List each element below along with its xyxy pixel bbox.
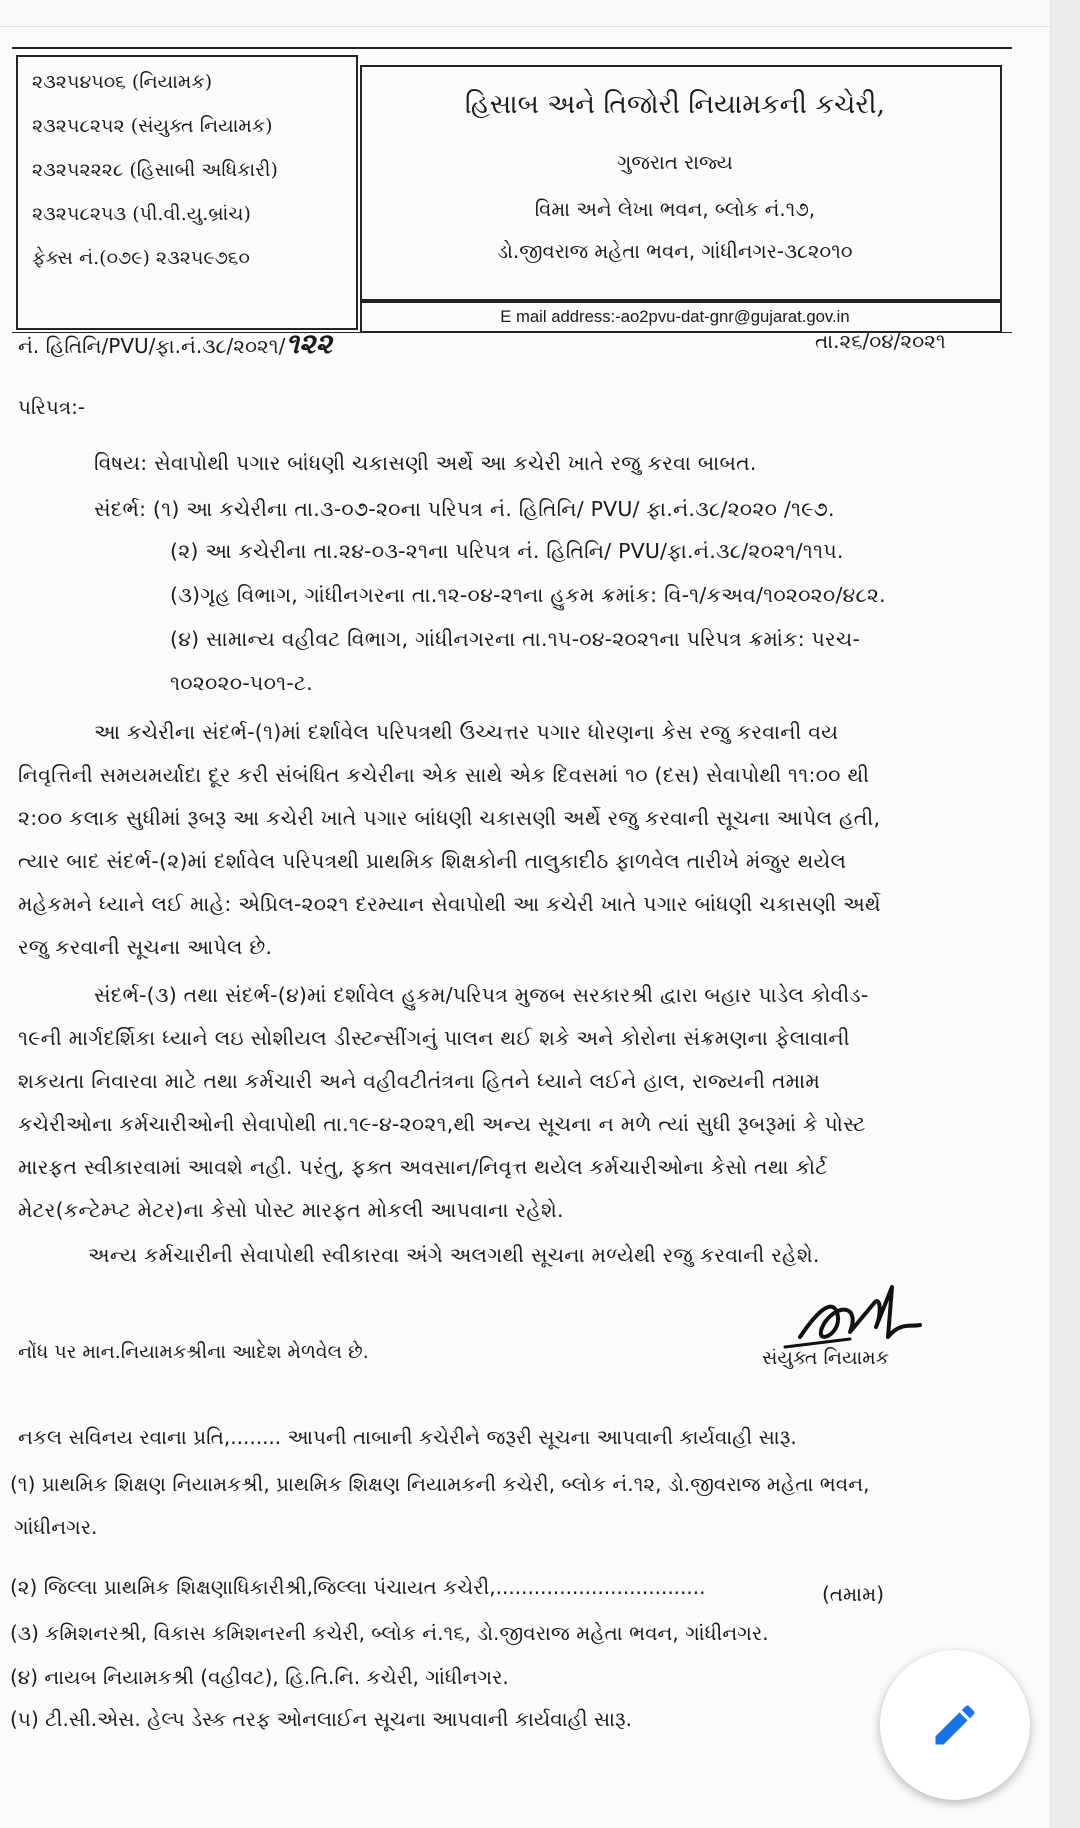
phone-line: ૨૩૨૫૮૨૫૨ (સંયુક્ત નિયામક) — [32, 115, 273, 137]
phone-line: ૨૩૨૫૮૨૫૩ (પી.વી.યુ.બ્રાંચ) — [32, 203, 251, 225]
phone-line: ૨૩૨૫૪૫૦૬ (નિયામક) — [32, 71, 213, 93]
reference-number — [18, 327, 332, 361]
reference-date: તા.૨૬/૦૪/૨૦૨૧ — [815, 329, 946, 353]
office-address-line: ડો.જીવરાજ મહેતા ભવન, ગાંધીનગર-૩૮૨૦૧૦ — [497, 239, 853, 263]
viewer-top-bar — [0, 0, 1050, 27]
reference-item: (૨) આ કચેરીના તા.૨૪-૦૩-૨૧ના પરિપત્ર નં. હિતિનિ/ PVU/ફા.નં.૩૮/૨૦૨૧/૧૧૫. — [170, 539, 844, 563]
body-line: કચેરીઓના કર્મચારીઓની સેવાપોથી તા.૧૯-૪-૨૦૨૧,થી અન્ય સૂચના ન મળે ત્યાં સુધી રૂબરૂમાં કે પોસ્ટ — [18, 1112, 866, 1136]
office-address-box — [360, 65, 1002, 301]
header-top-rule — [12, 47, 1012, 49]
copy-recipient: (૨) જિલ્લા પ્રાથમિક શિક્ષણાધિકારીશ્રી,જિલ્લા પંચાયત કચેરી,................................. — [10, 1575, 706, 1599]
body-line: રજુ કરવાની સૂચના આપેલ છે. — [18, 935, 273, 959]
body-line: નિવૃત્તિની સમયમર્યાદા દૂર કરી સંબંધિત કચેરીના એક સાથે એક દિવસમાં ૧૦ (દસ) સેવાપોથી ૧૧:૦૦ થી — [18, 763, 870, 787]
fax-line: ફેક્સ નં.(૦૭૯) ૨૩૨૫૯૭૬૦ — [32, 247, 250, 269]
circular-label: પરિપત્ર:- — [18, 395, 86, 419]
phone-numbers-box — [16, 55, 358, 330]
reference-handwritten-number: ૧૨૨ — [285, 327, 332, 360]
office-address-line: વિમા અને લેખા ભવન, બ્લોક નં.૧૭, — [534, 197, 816, 221]
copy-recipient: (૩) કમિશનરશ્રી, વિકાસ કમિશનરની કચેરી, બ્લોક નં.૧૬, ડો.જીવરાજ મહેતા ભવન, ગાંધીનગર. — [10, 1621, 769, 1645]
copy-intro: નકલ સવિનય રવાના પ્રતિ,........ આપની તાબાની કચેરીને જરૂરી સૂચના આપવાની કાર્યવાહી સારૂ. — [18, 1425, 797, 1449]
copy-recipient: (૧) પ્રાથમિક શિક્ષણ નિયામકશ્રી, પ્રાથમિક શિક્ષણ નિયામકની કચેરી, બ્લોક નં.૧૨, ડો.જીવરાજ મહેતા ભવન, — [10, 1472, 870, 1496]
phone-line: ૨૩૨૫૨૨૨૮ (હિસાબી અધિકારી) — [32, 159, 278, 181]
body-line: આ કચેરીના સંદર્ભ-(૧)માં દર્શાવેલ પરિપત્રથી ઉચ્ચત્તર પગાર ધોરણના કેસ રજુ કરવાની વય — [94, 720, 839, 744]
reference-item: (૩)ગૃહ વિભાગ, ગાંધીનગરના તા.૧૨-૦૪-૨૧ના હુકમ ક્રમાંક: વિ-૧/કઅવ/૧૦૨૦૨૦/૪૮૨. — [170, 583, 886, 607]
body-line: ત્યાર બાદ સંદર્ભ-(૨)માં દર્શાવેલ પરિપત્રથી પ્રાથમિક શિક્ષકોની તાલુકાદીઠ ફાળવેલ તારીખે મંજુર થયેલ — [18, 849, 847, 873]
note-line: નોંધ પર માન.નિયામકશ્રીના આદેશ મેળવેલ છે. — [18, 1341, 369, 1363]
pencil-icon — [929, 1699, 981, 1751]
office-email: E mail address:-ao2pvu-dat-gnr@gujarat.gov.in — [500, 307, 850, 326]
edit-fab-button[interactable] — [880, 1650, 1030, 1800]
body-line: મહેકમને ધ્યાને લઈ માહે: એપ્રિલ-૨૦૨૧ દરમ્યાન સેવાપોથી આ કચેરી ખાતે પગાર બાંધણી ચકાસણી અર્થે — [18, 892, 881, 916]
body-line: અન્ય કર્મચારીની સેવાપોથી સ્વીકારવા અંગે અલગથી સૂચના મળ્યેથી રજુ કરવાની રહેશે. — [88, 1243, 820, 1267]
copy-recipient-continuation: ગાંધીનગર. — [14, 1515, 98, 1539]
office-title: હિસાબ અને તિજોરી નિયામકની કચેરી, — [464, 89, 885, 120]
document-page — [0, 27, 1050, 1828]
body-line: શકયતા નિવારવા માટે તથા કર્મચારી અને વહીવટીતંત્રના હિતને ધ્યાને લઈને હાલ, રાજ્યની તમામ — [18, 1069, 821, 1093]
copy-recipient-all: (તમામ) — [822, 1582, 885, 1606]
subject-line: વિષય: સેવાપોથી પગાર બાંધણી ચકાસણી અર્થે આ કચેરી ખાતે રજુ કરવા બાબત. — [94, 451, 757, 475]
body-line: સંદર્ભ-(૩) તથા સંદર્ભ-(૪)માં દર્શાવેલ હુકમ/પરિપત્ર મુજબ સરકારશ્રી દ્વારા બહાર પાડેલ કોવીડ- — [94, 983, 869, 1007]
reference-item: સંદર્ભ: (૧) આ કચેરીના તા.૩-૦૭-૨૦ના પરિપત્ર નં. હિતિનિ/ PVU/ ફા.નં.૩૮/૨૦૨૦ /૧૯૭. — [94, 497, 835, 521]
reference-item: ૧૦૨૦૨૦-૫૦૧-ટ. — [170, 671, 313, 695]
copy-recipient: (૪) નાયબ નિયામકશ્રી (વહીવટ), હિ.તિ.નિ. કચેરી, ગાંધીનગર. — [10, 1665, 509, 1689]
copy-recipient: (૫) ટી.સી.એસ. હેલ્પ ડેસ્ક તરફ ઓનલાઈન સૂચના આપવાની કાર્યવાહી સારૂ. — [10, 1707, 632, 1731]
body-line: ૨:૦૦ કલાક સુધીમાં રૂબરૂ આ કચેરી ખાતે પગાર બાંધણી ચકાસણી અર્થે રજુ કરવાની સૂચના આપેલ હતી, — [18, 806, 881, 830]
office-state: ગુજરાત રાજ્ય — [617, 150, 733, 174]
body-line: ૧૯ની માર્ગદર્શિકા ધ્યાને લઇ સોશીયલ ડીસ્ટન્સીંગનું પાલન થઈ શકે અને કોરોના સંક્રમણના ફેલાવાની — [18, 1026, 850, 1050]
viewer-scroll-rail[interactable] — [1050, 0, 1080, 1828]
reference-prefix: નં. હિતિનિ/PVU/ફા.નં.૩૮/૨૦૨૧/ — [18, 334, 286, 358]
signatory-title: સંયુક્ત નિયામક — [762, 1347, 890, 1369]
body-line: મારફત સ્વીકારવામાં આવશે નહી. પરંતુ, ફક્ત અવસાન/નિવૃત્ત થયેલ કર્મચારીઓના કેસો તથા કોર્ટ — [18, 1155, 828, 1179]
body-line: મેટર(કન્ટેમ્પ્ટ મેટર)ના કેસો પોસ્ટ મારફત મોકલી આપવાના રહેશે. — [18, 1198, 564, 1222]
reference-item: (૪) સામાન્ય વહીવટ વિભાગ, ગાંધીનગરના તા.૧૫-૦૪-૨૦૨૧ના પરિપત્ર ક્રમાંક: પરચ- — [170, 627, 861, 651]
